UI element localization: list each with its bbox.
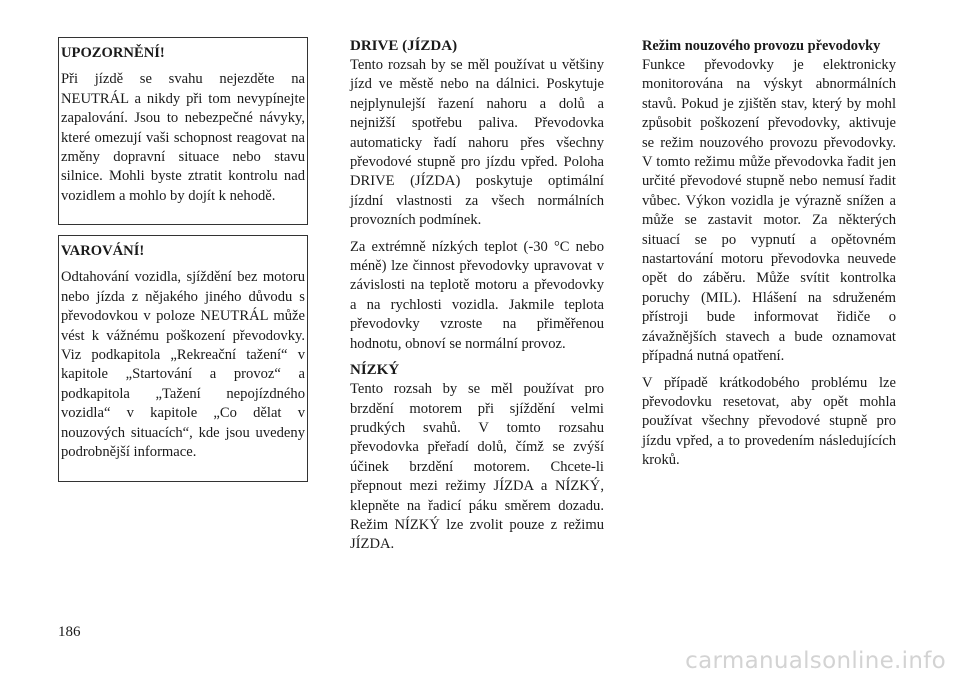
notice-title: UPOZORNĚNÍ!	[61, 45, 165, 61]
low-heading: NÍZKÝ	[350, 362, 400, 379]
notice-text: Při jízdě se svahu nejezděte na NEUTRÁL a nikdy při tom nevypínejte zapalování. Jsou to nebezpečné návyky, které omezují vaši schopnost reagovat na změny dopravní situace nebo stavu silnice. Mohli byste ztratit kontrolu nad vozidlem a mohlo by dojít k nehodě.	[61, 71, 305, 204]
low-paragraph: Tento rozsah by se měl používat pro brzdění motorem při sjíždění velmi prudkých svahů. V tomto rozsahu převodovka přeřadí dolů, čímž se zvýší účinek brzdění motorem. Chcete-li přepnout mezi režimy JÍZDA a NÍZKÝ, klepněte na řadicí páku směrem dozadu. Režim NÍZKÝ lze zvolit pouze z režimu JÍZDA.	[350, 381, 604, 553]
middle-column	[350, 37, 604, 555]
right-column	[642, 37, 896, 471]
warning-box	[58, 235, 308, 482]
drive-paragraph-1: Tento rozsah by se měl používat u většiny jízd ve městě nebo na dálnici. Poskytuje nejplynulejší řazení nahoru a dolů a nejnižší spotřebu paliva. Převodovka automaticky řadí nahoru přes všechny převodové stupně pro jízdu vpřed. Poloha DRIVE (JÍZDA) poskytuje optimální jízdní vlastnosti za všech normálních provozních podmínek.	[350, 57, 604, 229]
warning-title: VAROVÁNÍ!	[61, 243, 145, 259]
limp-mode-heading: Režim nouzového provozu převodovky	[642, 38, 881, 54]
notice-box	[58, 37, 308, 225]
watermark: carmanualsonline.info	[685, 648, 946, 674]
left-column	[58, 37, 308, 482]
drive-paragraph-2: Za extrémně nízkých teplot (-30 °C nebo méně) lze činnost převodovky upravovat v závislosti na teplotě motoru a převodovky a na rychlosti vozidla. Jakmile teplota převodovky vzroste na přiměřenou hodnotu, obnoví se normální provoz.	[350, 238, 604, 352]
warning-text: Odtahování vozidla, sjíždění bez motoru nebo jízda z nějakého jiného důvodu s převodovkou v poloze NEUTRÁL může vést k vážnému poškození převodovky. Viz podkapitola „Rekreační tažení“ v kapitole „Startování a provoz“ a podkapitola „Tažení nepojízdného vozidla“ v kapitole „Co dělat v nouzových situacích“, kde jsou uvedeny podrobnější informace.	[61, 269, 305, 461]
limp-mode-paragraph-2: V případě krátkodobého problému lze převodovku resetovat, aby opět mohla používat všechny převodové stupně pro jízdu vpřed, a to provedením následujících kroků.	[642, 374, 896, 469]
limp-mode-paragraph-1: Funkce převodovky je elektronicky monitorována na výskyt abnormálních stavů. Pokud je zjištěn stav, který by mohl způsobit poškození převodovky, aktivuje se režim nouzového provozu převodovky. V tomto režimu může převodovka řadit jen určité převodové stupně nebo nemusí řadit vůbec. Výkon vozidla je výrazně snížen a může se zastavit motor. Za některých situací se po vypnutí a opětovném nastartování motoru převodovka neuvede opět do záběru. Může svítit kontrolka poruchy (MIL). Hlášení na sdruženém přístroji bude informovat řidiče o závažnějších stavech a bude oznamovat případná nutná opatření.	[642, 57, 896, 365]
drive-heading: DRIVE (JÍZDA)	[350, 38, 458, 54]
page-number: 186	[58, 624, 81, 640]
